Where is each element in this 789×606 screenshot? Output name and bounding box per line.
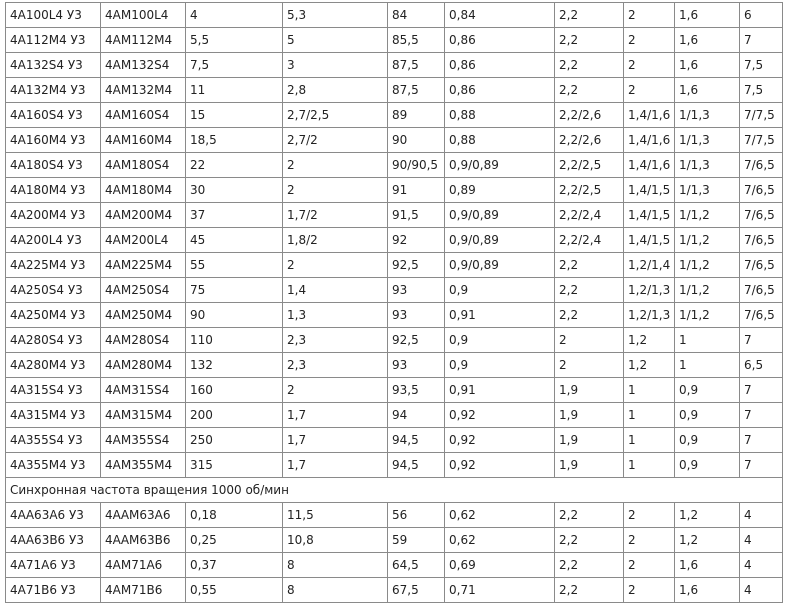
start-torque-ratio-cell: 1,4/1,5 bbox=[624, 228, 675, 253]
power-cell: 30 bbox=[186, 178, 283, 203]
power-cell: 0,55 bbox=[186, 578, 283, 603]
start-torque-ratio-cell: 2 bbox=[624, 28, 675, 53]
power-cell: 160 bbox=[186, 378, 283, 403]
table-row bbox=[6, 253, 783, 278]
start-current-ratio-cell: 7/7,5 bbox=[740, 103, 783, 128]
designation-4a-cell: 4А225М4 У3 bbox=[6, 253, 101, 278]
designation-4a-cell: 4А132М4 У3 bbox=[6, 78, 101, 103]
power-factor-cell: 0,9 bbox=[445, 328, 555, 353]
max-torque-ratio-cell: 2,2 bbox=[555, 528, 624, 553]
power-cell: 15 bbox=[186, 103, 283, 128]
min-torque-ratio-cell: 1,6 bbox=[675, 3, 740, 28]
efficiency-cell: 92 bbox=[388, 228, 445, 253]
table-row bbox=[6, 578, 783, 603]
max-torque-ratio-cell: 2,2 bbox=[555, 578, 624, 603]
designation-4a-cell: 4А315S4 У3 bbox=[6, 378, 101, 403]
start-current-ratio-cell: 7/6,5 bbox=[740, 278, 783, 303]
power-factor-cell: 0,62 bbox=[445, 528, 555, 553]
power-factor-cell: 0,86 bbox=[445, 53, 555, 78]
designation-4a-cell: 4А71В6 У3 bbox=[6, 578, 101, 603]
start-current-ratio-cell: 7 bbox=[740, 453, 783, 478]
start-current-ratio-cell: 7/6,5 bbox=[740, 228, 783, 253]
designation-4a-cell: 4А355S4 У3 bbox=[6, 428, 101, 453]
efficiency-cell: 94,5 bbox=[388, 428, 445, 453]
table-row bbox=[6, 453, 783, 478]
power-factor-cell: 0,9/0,89 bbox=[445, 253, 555, 278]
max-torque-ratio-cell: 2,2/2,6 bbox=[555, 103, 624, 128]
min-torque-ratio-cell: 1,2 bbox=[675, 503, 740, 528]
power-factor-cell: 0,91 bbox=[445, 303, 555, 328]
power-cell: 11 bbox=[186, 78, 283, 103]
start-current-ratio-cell: 4 bbox=[740, 503, 783, 528]
min-torque-ratio-cell: 1,6 bbox=[675, 78, 740, 103]
power-cell: 45 bbox=[186, 228, 283, 253]
table-row bbox=[6, 353, 783, 378]
table-body-bottom bbox=[6, 503, 783, 603]
min-torque-ratio-cell: 1,2 bbox=[675, 528, 740, 553]
max-torque-ratio-cell: 2,2 bbox=[555, 553, 624, 578]
designation-4a-cell: 4А132S4 У3 bbox=[6, 53, 101, 78]
min-torque-ratio-cell: 1/1,2 bbox=[675, 278, 740, 303]
max-torque-ratio-cell: 2,2 bbox=[555, 503, 624, 528]
start-current-ratio-cell: 7 bbox=[740, 328, 783, 353]
designation-4am-cell: 4АМ71А6 bbox=[101, 553, 186, 578]
min-torque-ratio-cell: 1/1,2 bbox=[675, 303, 740, 328]
start-current-ratio-cell: 7/6,5 bbox=[740, 203, 783, 228]
designation-4a-cell: 4А280S4 У3 bbox=[6, 328, 101, 353]
efficiency-cell: 93 bbox=[388, 303, 445, 328]
start-torque-ratio-cell: 1 bbox=[624, 428, 675, 453]
table-row bbox=[6, 278, 783, 303]
efficiency-cell: 59 bbox=[388, 528, 445, 553]
table-row bbox=[6, 103, 783, 128]
slip-cell: 1,8/2 bbox=[283, 228, 388, 253]
start-current-ratio-cell: 7 bbox=[740, 428, 783, 453]
power-cell: 75 bbox=[186, 278, 283, 303]
start-torque-ratio-cell: 1,4/1,6 bbox=[624, 128, 675, 153]
efficiency-cell: 94 bbox=[388, 403, 445, 428]
designation-4am-cell: 4АМ355S4 bbox=[101, 428, 186, 453]
min-torque-ratio-cell: 1/1,3 bbox=[675, 153, 740, 178]
max-torque-ratio-cell: 2,2 bbox=[555, 78, 624, 103]
power-cell: 7,5 bbox=[186, 53, 283, 78]
designation-4a-cell: 4А280М4 У3 bbox=[6, 353, 101, 378]
table-row bbox=[6, 128, 783, 153]
slip-cell: 1,7/2 bbox=[283, 203, 388, 228]
slip-cell: 2 bbox=[283, 178, 388, 203]
designation-4am-cell: 4АМ225М4 bbox=[101, 253, 186, 278]
slip-cell: 8 bbox=[283, 578, 388, 603]
section-row bbox=[6, 478, 783, 503]
start-current-ratio-cell: 7,5 bbox=[740, 78, 783, 103]
designation-4a-cell: 4А355М4 У3 bbox=[6, 453, 101, 478]
slip-cell: 2,3 bbox=[283, 328, 388, 353]
designation-4am-cell: 4АМ315М4 bbox=[101, 403, 186, 428]
table-row bbox=[6, 303, 783, 328]
designation-4am-cell: 4АМ180S4 bbox=[101, 153, 186, 178]
efficiency-cell: 94,5 bbox=[388, 453, 445, 478]
power-factor-cell: 0,9/0,89 bbox=[445, 228, 555, 253]
start-torque-ratio-cell: 2 bbox=[624, 78, 675, 103]
start-current-ratio-cell: 6 bbox=[740, 3, 783, 28]
slip-cell: 1,4 bbox=[283, 278, 388, 303]
efficiency-cell: 91,5 bbox=[388, 203, 445, 228]
table-row bbox=[6, 203, 783, 228]
designation-4am-cell: 4АМ315S4 bbox=[101, 378, 186, 403]
min-torque-ratio-cell: 1/1,3 bbox=[675, 178, 740, 203]
power-cell: 132 bbox=[186, 353, 283, 378]
power-factor-cell: 0,9/0,89 bbox=[445, 203, 555, 228]
min-torque-ratio-cell: 1/1,2 bbox=[675, 253, 740, 278]
designation-4am-cell: 4АМ180М4 bbox=[101, 178, 186, 203]
power-cell: 250 bbox=[186, 428, 283, 453]
designation-4am-cell: 4АМ250S4 bbox=[101, 278, 186, 303]
power-cell: 55 bbox=[186, 253, 283, 278]
slip-cell: 2,7/2 bbox=[283, 128, 388, 153]
max-torque-ratio-cell: 2 bbox=[555, 353, 624, 378]
designation-4a-cell: 4А200L4 У3 bbox=[6, 228, 101, 253]
start-torque-ratio-cell: 1 bbox=[624, 378, 675, 403]
power-cell: 0,37 bbox=[186, 553, 283, 578]
power-cell: 315 bbox=[186, 453, 283, 478]
start-current-ratio-cell: 7/6,5 bbox=[740, 153, 783, 178]
slip-cell: 2 bbox=[283, 153, 388, 178]
start-current-ratio-cell: 4 bbox=[740, 528, 783, 553]
max-torque-ratio-cell: 1,9 bbox=[555, 378, 624, 403]
designation-4am-cell: 4АМ100L4 bbox=[101, 3, 186, 28]
efficiency-cell: 89 bbox=[388, 103, 445, 128]
start-torque-ratio-cell: 1,4/1,6 bbox=[624, 153, 675, 178]
start-torque-ratio-cell: 1,4/1,6 bbox=[624, 103, 675, 128]
start-torque-ratio-cell: 1,4/1,5 bbox=[624, 203, 675, 228]
start-torque-ratio-cell: 2 bbox=[624, 578, 675, 603]
efficiency-cell: 84 bbox=[388, 3, 445, 28]
slip-cell: 10,8 bbox=[283, 528, 388, 553]
designation-4am-cell: 4АМ132М4 bbox=[101, 78, 186, 103]
table-section bbox=[6, 478, 783, 503]
table-row bbox=[6, 328, 783, 353]
designation-4a-cell: 4А180S4 У3 bbox=[6, 153, 101, 178]
designation-4am-cell: 4АМ71В6 bbox=[101, 578, 186, 603]
max-torque-ratio-cell: 1,9 bbox=[555, 403, 624, 428]
power-factor-cell: 0,86 bbox=[445, 78, 555, 103]
table-row bbox=[6, 528, 783, 553]
start-current-ratio-cell: 7,5 bbox=[740, 53, 783, 78]
efficiency-cell: 92,5 bbox=[388, 328, 445, 353]
max-torque-ratio-cell: 2 bbox=[555, 328, 624, 353]
designation-4am-cell: 4АМ280М4 bbox=[101, 353, 186, 378]
designation-4a-cell: 4А315М4 У3 bbox=[6, 403, 101, 428]
slip-cell: 1,7 bbox=[283, 453, 388, 478]
power-cell: 18,5 bbox=[186, 128, 283, 153]
power-factor-cell: 0,69 bbox=[445, 553, 555, 578]
power-factor-cell: 0,91 bbox=[445, 378, 555, 403]
table-row bbox=[6, 403, 783, 428]
slip-cell: 2 bbox=[283, 378, 388, 403]
table-row bbox=[6, 78, 783, 103]
slip-cell: 1,7 bbox=[283, 403, 388, 428]
slip-cell: 2 bbox=[283, 253, 388, 278]
designation-4a-cell: 4А100L4 У3 bbox=[6, 3, 101, 28]
start-current-ratio-cell: 4 bbox=[740, 553, 783, 578]
designation-4a-cell: 4А160S4 У3 bbox=[6, 103, 101, 128]
power-cell: 110 bbox=[186, 328, 283, 353]
start-current-ratio-cell: 7/6,5 bbox=[740, 253, 783, 278]
efficiency-cell: 56 bbox=[388, 503, 445, 528]
section-label: Синхронная частота вращения 1000 об/мин bbox=[6, 478, 783, 503]
designation-4am-cell: 4АМ250М4 bbox=[101, 303, 186, 328]
power-cell: 37 bbox=[186, 203, 283, 228]
efficiency-cell: 67,5 bbox=[388, 578, 445, 603]
efficiency-cell: 91 bbox=[388, 178, 445, 203]
start-current-ratio-cell: 6,5 bbox=[740, 353, 783, 378]
designation-4a-cell: 4А250М4 У3 bbox=[6, 303, 101, 328]
designation-4a-cell: 4АА63А6 У3 bbox=[6, 503, 101, 528]
efficiency-cell: 93 bbox=[388, 278, 445, 303]
power-factor-cell: 0,92 bbox=[445, 428, 555, 453]
start-current-ratio-cell: 7/7,5 bbox=[740, 128, 783, 153]
designation-4am-cell: 4АМ160S4 bbox=[101, 103, 186, 128]
start-torque-ratio-cell: 2 bbox=[624, 53, 675, 78]
max-torque-ratio-cell: 2,2 bbox=[555, 278, 624, 303]
power-factor-cell: 0,9 bbox=[445, 278, 555, 303]
slip-cell: 1,7 bbox=[283, 428, 388, 453]
designation-4a-cell: 4А160М4 У3 bbox=[6, 128, 101, 153]
motor-specs-table bbox=[5, 2, 783, 603]
efficiency-cell: 87,5 bbox=[388, 53, 445, 78]
slip-cell: 3 bbox=[283, 53, 388, 78]
max-torque-ratio-cell: 1,9 bbox=[555, 453, 624, 478]
start-current-ratio-cell: 7/6,5 bbox=[740, 303, 783, 328]
min-torque-ratio-cell: 1/1,2 bbox=[675, 203, 740, 228]
slip-cell: 1,3 bbox=[283, 303, 388, 328]
min-torque-ratio-cell: 0,9 bbox=[675, 403, 740, 428]
designation-4a-cell: 4А71А6 У3 bbox=[6, 553, 101, 578]
designation-4am-cell: 4АМ160М4 bbox=[101, 128, 186, 153]
table-row bbox=[6, 503, 783, 528]
designation-4a-cell: 4А180М4 У3 bbox=[6, 178, 101, 203]
max-torque-ratio-cell: 2,2/2,4 bbox=[555, 203, 624, 228]
start-torque-ratio-cell: 1 bbox=[624, 403, 675, 428]
slip-cell: 5,3 bbox=[283, 3, 388, 28]
start-torque-ratio-cell: 1,2/1,4 bbox=[624, 253, 675, 278]
max-torque-ratio-cell: 2,2 bbox=[555, 53, 624, 78]
power-factor-cell: 0,92 bbox=[445, 403, 555, 428]
start-torque-ratio-cell: 1,4/1,5 bbox=[624, 178, 675, 203]
start-current-ratio-cell: 7 bbox=[740, 403, 783, 428]
designation-4am-cell: 4ААМ63А6 bbox=[101, 503, 186, 528]
max-torque-ratio-cell: 2,2 bbox=[555, 303, 624, 328]
slip-cell: 11,5 bbox=[283, 503, 388, 528]
power-factor-cell: 0,88 bbox=[445, 128, 555, 153]
start-current-ratio-cell: 7/6,5 bbox=[740, 178, 783, 203]
power-factor-cell: 0,86 bbox=[445, 28, 555, 53]
start-torque-ratio-cell: 1,2/1,3 bbox=[624, 278, 675, 303]
power-cell: 90 bbox=[186, 303, 283, 328]
table-body-top bbox=[6, 3, 783, 478]
min-torque-ratio-cell: 1,6 bbox=[675, 578, 740, 603]
min-torque-ratio-cell: 0,9 bbox=[675, 428, 740, 453]
efficiency-cell: 90 bbox=[388, 128, 445, 153]
start-torque-ratio-cell: 1,2 bbox=[624, 353, 675, 378]
slip-cell: 2,7/2,5 bbox=[283, 103, 388, 128]
power-factor-cell: 0,9/0,89 bbox=[445, 153, 555, 178]
designation-4a-cell: 4А200М4 У3 bbox=[6, 203, 101, 228]
table-row bbox=[6, 428, 783, 453]
table-row bbox=[6, 53, 783, 78]
max-torque-ratio-cell: 2,2 bbox=[555, 253, 624, 278]
table-row bbox=[6, 153, 783, 178]
efficiency-cell: 85,5 bbox=[388, 28, 445, 53]
min-torque-ratio-cell: 1,6 bbox=[675, 53, 740, 78]
start-current-ratio-cell: 7 bbox=[740, 378, 783, 403]
start-torque-ratio-cell: 1,2 bbox=[624, 328, 675, 353]
efficiency-cell: 93 bbox=[388, 353, 445, 378]
slip-cell: 2,8 bbox=[283, 78, 388, 103]
table-row bbox=[6, 3, 783, 28]
power-cell: 5,5 bbox=[186, 28, 283, 53]
designation-4am-cell: 4АМ200М4 bbox=[101, 203, 186, 228]
max-torque-ratio-cell: 2,2/2,6 bbox=[555, 128, 624, 153]
power-factor-cell: 0,71 bbox=[445, 578, 555, 603]
start-torque-ratio-cell: 2 bbox=[624, 3, 675, 28]
slip-cell: 8 bbox=[283, 553, 388, 578]
start-torque-ratio-cell: 2 bbox=[624, 528, 675, 553]
max-torque-ratio-cell: 2,2 bbox=[555, 28, 624, 53]
power-factor-cell: 0,92 bbox=[445, 453, 555, 478]
power-cell: 0,18 bbox=[186, 503, 283, 528]
designation-4am-cell: 4ААМ63В6 bbox=[101, 528, 186, 553]
min-torque-ratio-cell: 1/1,3 bbox=[675, 128, 740, 153]
min-torque-ratio-cell: 1,6 bbox=[675, 553, 740, 578]
designation-4am-cell: 4АМ112М4 bbox=[101, 28, 186, 53]
start-torque-ratio-cell: 1,2/1,3 bbox=[624, 303, 675, 328]
min-torque-ratio-cell: 1/1,2 bbox=[675, 228, 740, 253]
table-row bbox=[6, 228, 783, 253]
start-torque-ratio-cell: 2 bbox=[624, 553, 675, 578]
power-factor-cell: 0,84 bbox=[445, 3, 555, 28]
designation-4am-cell: 4АМ132S4 bbox=[101, 53, 186, 78]
start-current-ratio-cell: 7 bbox=[740, 28, 783, 53]
max-torque-ratio-cell: 1,9 bbox=[555, 428, 624, 453]
start-torque-ratio-cell: 2 bbox=[624, 503, 675, 528]
efficiency-cell: 92,5 bbox=[388, 253, 445, 278]
designation-4a-cell: 4А250S4 У3 bbox=[6, 278, 101, 303]
designation-4am-cell: 4АМ200L4 bbox=[101, 228, 186, 253]
slip-cell: 5 bbox=[283, 28, 388, 53]
efficiency-cell: 87,5 bbox=[388, 78, 445, 103]
power-cell: 0,25 bbox=[186, 528, 283, 553]
min-torque-ratio-cell: 1 bbox=[675, 353, 740, 378]
max-torque-ratio-cell: 2,2 bbox=[555, 3, 624, 28]
max-torque-ratio-cell: 2,2/2,4 bbox=[555, 228, 624, 253]
start-current-ratio-cell: 4 bbox=[740, 578, 783, 603]
min-torque-ratio-cell: 1 bbox=[675, 328, 740, 353]
designation-4a-cell: 4А112М4 У3 bbox=[6, 28, 101, 53]
power-factor-cell: 0,88 bbox=[445, 103, 555, 128]
slip-cell: 2,3 bbox=[283, 353, 388, 378]
power-factor-cell: 0,89 bbox=[445, 178, 555, 203]
min-torque-ratio-cell: 0,9 bbox=[675, 378, 740, 403]
min-torque-ratio-cell: 0,9 bbox=[675, 453, 740, 478]
designation-4a-cell: 4АА63В6 У3 bbox=[6, 528, 101, 553]
start-torque-ratio-cell: 1 bbox=[624, 453, 675, 478]
table-row bbox=[6, 28, 783, 53]
power-cell: 200 bbox=[186, 403, 283, 428]
min-torque-ratio-cell: 1,6 bbox=[675, 28, 740, 53]
designation-4am-cell: 4АМ355М4 bbox=[101, 453, 186, 478]
table-row bbox=[6, 378, 783, 403]
efficiency-cell: 90/90,5 bbox=[388, 153, 445, 178]
min-torque-ratio-cell: 1/1,3 bbox=[675, 103, 740, 128]
efficiency-cell: 93,5 bbox=[388, 378, 445, 403]
efficiency-cell: 64,5 bbox=[388, 553, 445, 578]
power-cell: 4 bbox=[186, 3, 283, 28]
max-torque-ratio-cell: 2,2/2,5 bbox=[555, 178, 624, 203]
power-factor-cell: 0,9 bbox=[445, 353, 555, 378]
power-factor-cell: 0,62 bbox=[445, 503, 555, 528]
table-row bbox=[6, 553, 783, 578]
power-cell: 22 bbox=[186, 153, 283, 178]
designation-4am-cell: 4АМ280S4 bbox=[101, 328, 186, 353]
table-row bbox=[6, 178, 783, 203]
max-torque-ratio-cell: 2,2/2,5 bbox=[555, 153, 624, 178]
